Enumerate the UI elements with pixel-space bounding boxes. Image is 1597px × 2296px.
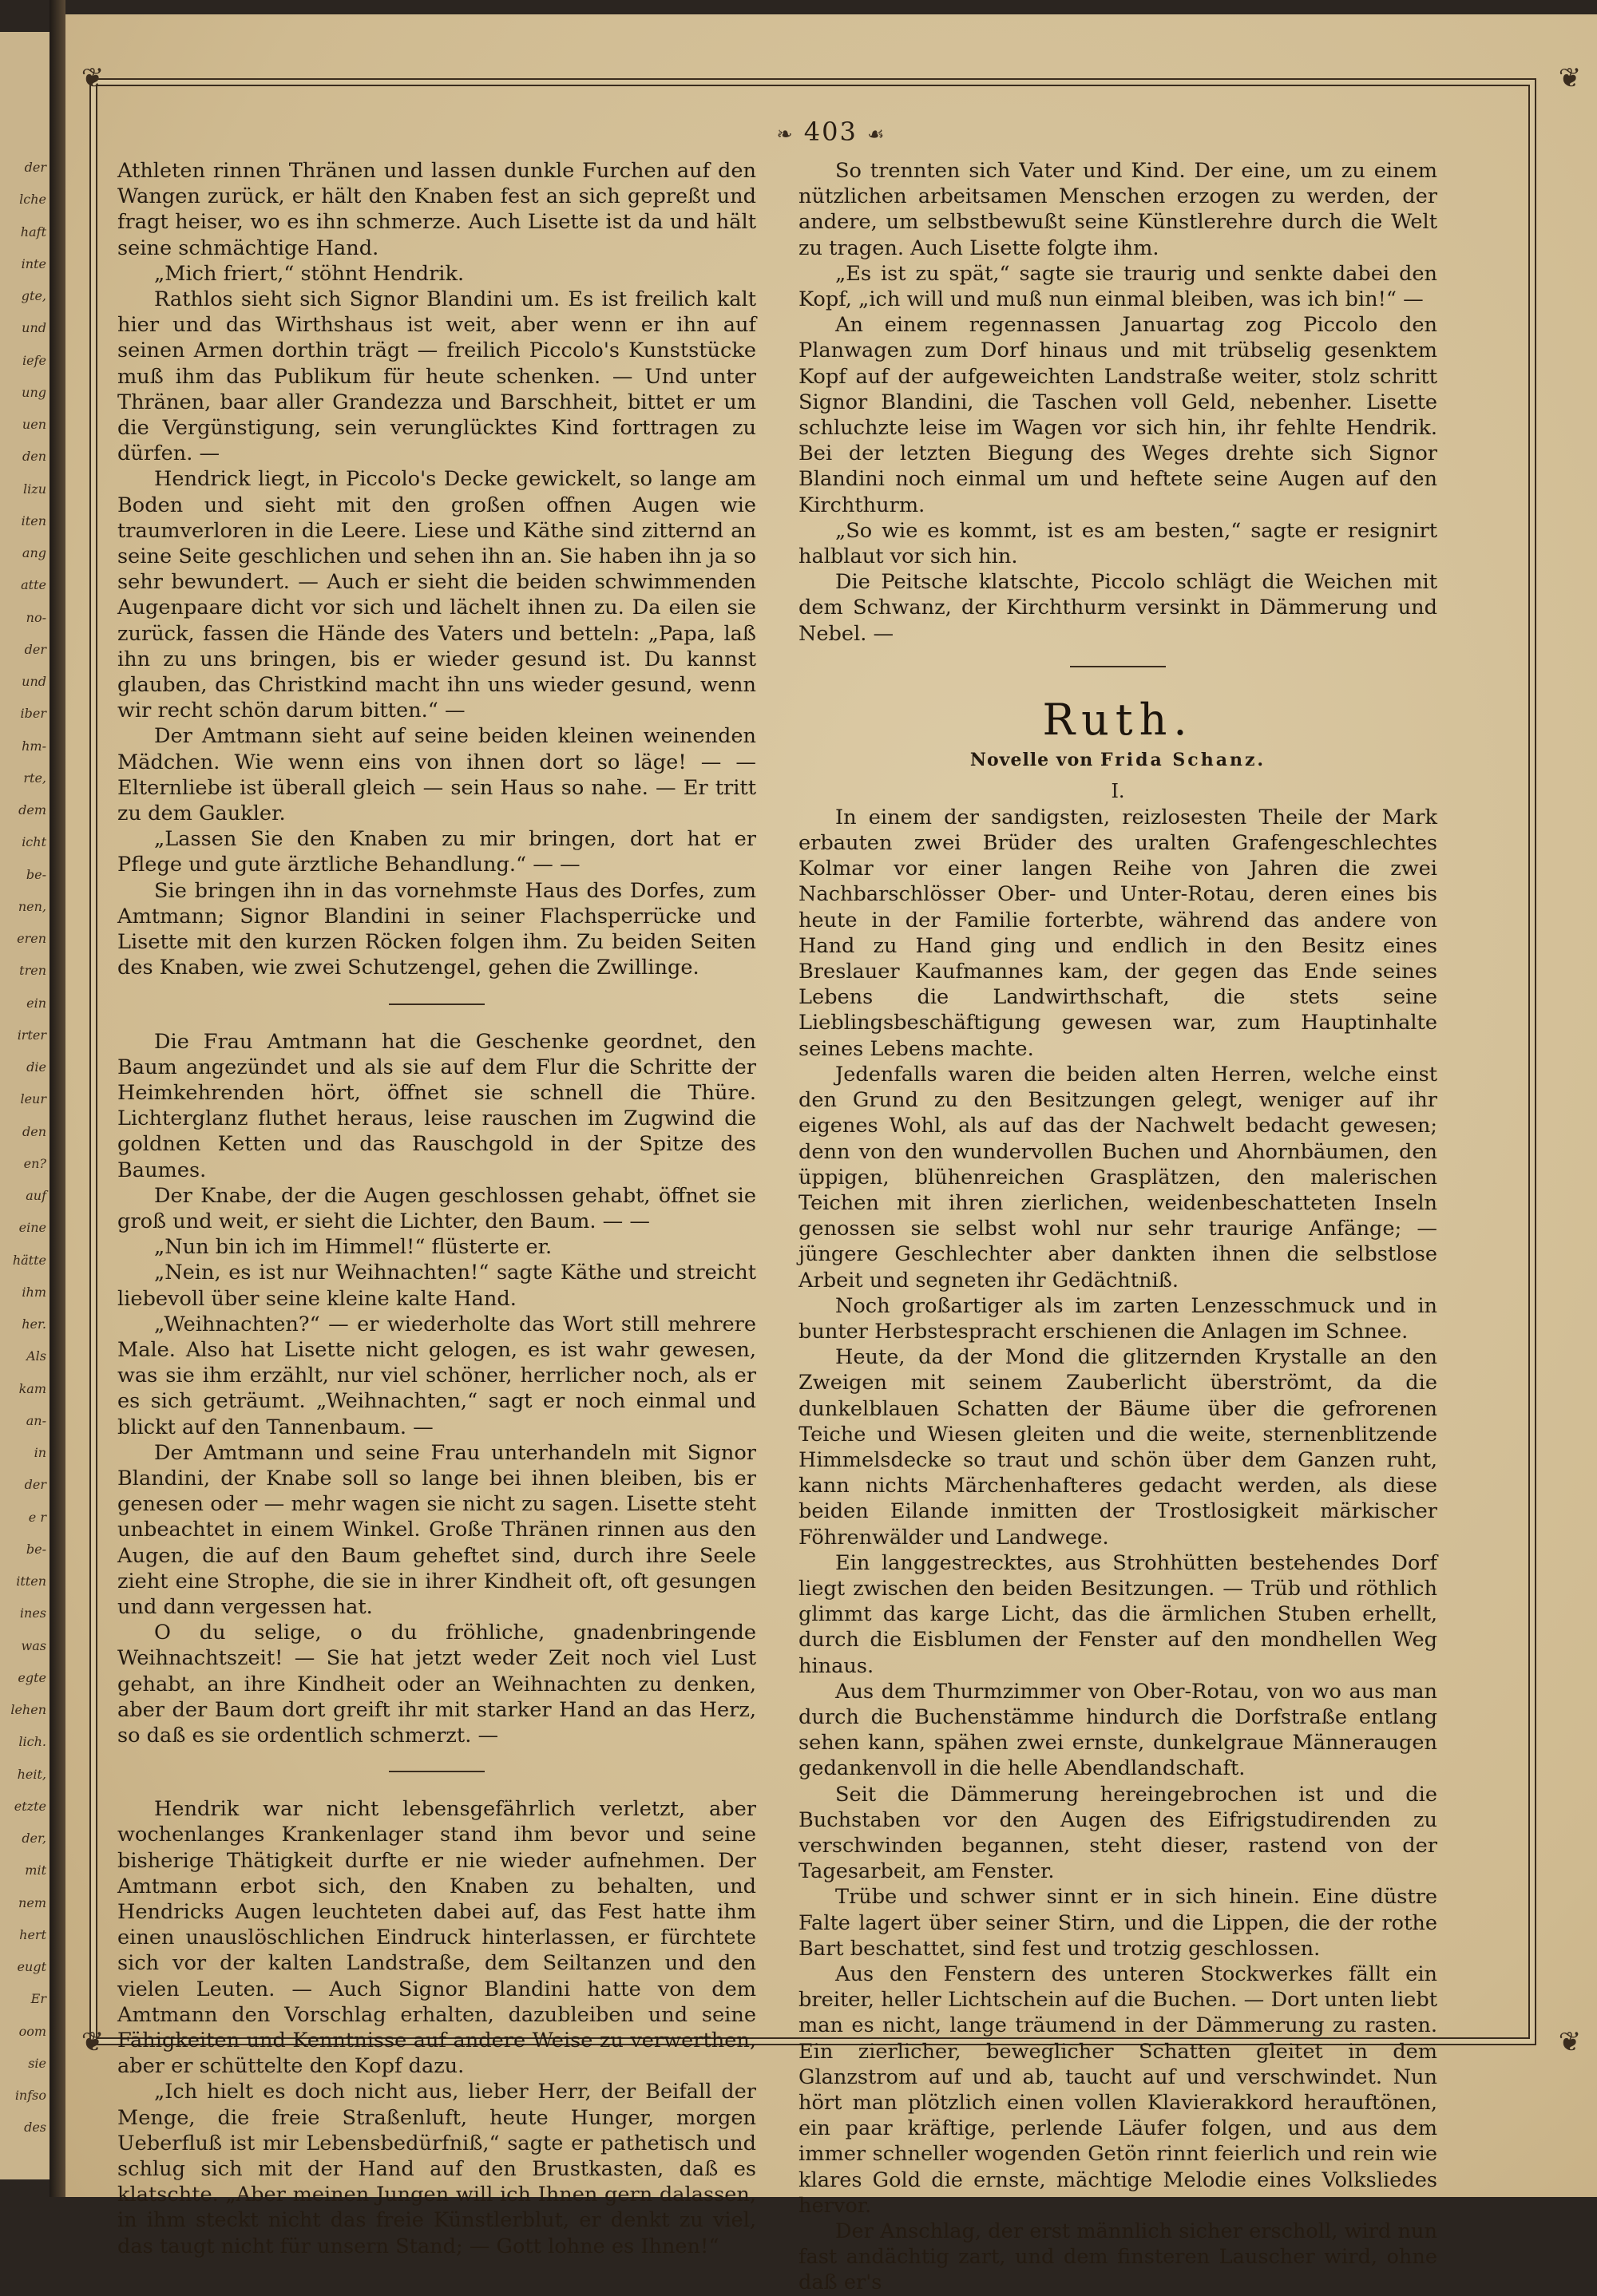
paragraph: Rathlos sieht sich Signor Blandini um. Es ist freilich kalt hier und das Wirthshaus ist weit, aber wenn er ihn auf seinen Armen dorthin trägt — freilich Piccolo's Kunststücke muß ihm das Publikum für heute schenken. — Und unter Thränen, baar aller Grandezza und Barschheit, bittet er um die Vergünstigung, sein verunglücktes Kind forttragen zu dürfen. —: [117, 287, 756, 466]
corner-ornament-icon: ❦: [81, 2026, 105, 2058]
prev-page-fragment: der,: [22, 1831, 46, 1846]
prev-page-fragment: Als: [26, 1348, 46, 1364]
story-subtitle: [798, 749, 1437, 771]
paragraph: „Mich friert,“ stöhnt Hendrik.: [154, 261, 465, 286]
paragraph: „Nun bin ich im Himmel!“ flüsterte er.: [154, 1235, 553, 1260]
prev-page-fragment: kam: [18, 1380, 46, 1396]
section-christmas: [117, 1029, 756, 1749]
left-column: [117, 158, 756, 2259]
prev-page-fragment: irter: [17, 1027, 46, 1043]
prev-page-fragment: lizu: [23, 481, 46, 497]
prev-page-fragment: ines: [19, 1605, 46, 1621]
paragraph: Aus den Fenstern des unteren Stockwerkes fällt ein breiter, heller Lichtschein auf die Buchen. — Dort unten liebt man es nicht, lange träumend in der Dämmerung zu rasten. Ein zierlicher, beweglicher Schatten gleitet in dem Glanzstrom auf und ab, taucht auf und verschwindet. Nun hört man plötzlich einen vollen Klavierakkord herauftönen, ein paar kräftige, perlende Läufer folgen, und aus dem immer schneller wogenden Getön rinnt feierlich und rein wie klares Gold die ernste, mächtige Melodie eines Volksliedes hervor.: [798, 1962, 1437, 2218]
paragraph: Der Anschlag, der erst männlich sicher erscholl, wird nun fast andächtig zart, und dem finsteren Lauscher wird, ohne daß er's: [798, 2219, 1437, 2295]
prev-page-fragment: rte,: [23, 770, 46, 786]
paragraph: Seit die Dämmerung hereingebrochen ist und die Buchstaben vor den Augen des Eifrigstudirenden zu verschwinden begannen, steht dieser, rastend von der Tagesarbeit, am Fenster.: [798, 1782, 1437, 1884]
previous-page-edge: [0, 32, 52, 2179]
newspaper-page: [65, 14, 1597, 2295]
paragraph: Athleten rinnen Thränen und lassen dunkle Furchen auf den Wangen zurück, er hält den Knaben fest an sich gepreßt und fragt heiser, wo es ihn schmerze. Auch Lisette ist da und hält seine schmächtige Hand.: [117, 159, 756, 260]
paragraph: „Nein, es ist nur Weihnachten!“ sagte Käthe und streicht liebevoll über seine kleine kalte Hand.: [117, 1261, 756, 1311]
paragraph: „Ich hielt es doch nicht aus, lieber Herr, der Beifall der Menge, die freie Straßenluft, heute Hunger, morgen Ueberfluß ist mir Lebensbedürfniß,“ sagte er pathetisch und schlug sich mit der Hand auf den Brustkasten, daß es klatschte. „Aber meinen Jungen will ich Ihnen gern dalassen, in ihm steckt nicht das freie Künstlerblut, er denkt zu viel, das taugt nicht für unsern Stand; — Gott lohne es Ihnen!“: [117, 2080, 756, 2258]
prev-page-fragment: mit: [25, 1863, 46, 1878]
paragraph: Aus dem Thurmzimmer von Ober-Rotau, von wo aus man durch die Buchenstämme hindurch die Dorfstraße entlang sehen kann, spähen zwei ernste, dunkelgraue Männeraugen gedankenvoll in die helle Abendlandschaft.: [798, 1679, 1437, 1781]
prev-page-fragment: ein: [26, 995, 46, 1011]
story-body: [798, 805, 1437, 2296]
prev-page-fragment: nem: [18, 1894, 46, 1910]
prev-page-fragment: infso: [14, 2088, 46, 2103]
prev-page-fragment: hm-: [22, 738, 46, 754]
prev-page-fragment: eren: [17, 931, 46, 946]
flourish-right-icon: ☙: [867, 123, 886, 145]
prev-page-fragment: auf: [26, 1188, 46, 1203]
prev-page-fragment: icht: [22, 834, 46, 850]
paragraph: Jedenfalls waren die beiden alten Herren, welche einst den Grund zu den Besitzungen gelegt, weniger auf ihr eigenes Wohl, als auf das der Nachwelt bedacht gewesen; denn von den wundervollen Buchen und Ahornbäumen, den üppigen, blühenreichen Grasplätzen, den malerischen Teichen mit ihren zierlichen, weidenbeschatteten Inseln genossen sie selbst wohl nur sehr traurige Anfänge; — jüngere Geschlechter aber dankten ihnen die selbstlose Arbeit und segneten ihr Gedächtniß.: [798, 1062, 1437, 1292]
prev-page-fragment: oom: [18, 2023, 46, 2039]
section-divider: [389, 1004, 485, 1005]
corner-ornament-icon: ❦: [1558, 62, 1582, 94]
paragraph: Heute, da der Mond die glitzernden Krystalle an den Zweigen mit seinem Zauberlicht überströmt, da die dunkelblauen Schatten der Bäume über die gefrorenen Teiche und Wiesen gleiten und die weite, sternenblitzende Himmelsdecke so traut und schön über dem Ganzen ruht, kann nichts Märchenhafteres gedacht werden, als diese beiden Eilande inmitten der Trostlosigkeit märkischer Föhrenwälder und Landwege.: [798, 1345, 1437, 1550]
prev-page-fragment: ung: [22, 384, 46, 400]
prev-page-fragment: be-: [26, 866, 46, 882]
prev-page-fragment: ihm: [22, 1284, 46, 1300]
prev-page-fragment: itten: [16, 1574, 46, 1589]
prev-page-fragment: leur: [20, 1091, 46, 1107]
prev-page-fragment: hätte: [12, 1252, 46, 1268]
prev-page-fragment: sie: [28, 2055, 46, 2071]
prev-page-fragment: en?: [23, 1155, 46, 1171]
prev-page-fragment: inte: [21, 255, 46, 271]
prev-page-fragment: be-: [26, 1541, 46, 1557]
page-number-header: [65, 117, 1597, 147]
paragraph: An einem regennassen Januartag zog Piccolo den Planwagen zum Dorf hinaus und mit trübselig gesenktem Kopf auf der aufgeweichten Landstraße weiter, stolz schritt Signor Blandini, die Taschen voll Geld, nebenher. Lisette schluchzte leise im Wagen vor sich hin, ihr fehlte Hendrik. Bei der letzten Biegung des Weges drehte sich Signor Blandini noch einmal um und heftete seine Augen auf den Kirchthurm.: [798, 313, 1437, 517]
prev-page-fragment: nen,: [18, 898, 46, 914]
paragraph: Hendrik war nicht lebensgefährlich verletzt, aber wochenlanges Krankenlager stand ihm bevor und seine bisherige Thätigkeit durfte er nie wieder aufnehmen. Der Amtmann erbot sich, den Knaben zu behalten, und Hendricks Augen leuchteten dabei auf, das Fest hatte ihm einen unauslöschlichen Eindruck hinterlassen, er fürchtete sich vor der kalten Landstraße, dem Seiltanzen und den vielen Leuten. — Auch Signor Blandini hatte von dem Amtmann den Vorschlag erhalten, dazubleiben und seine Fähigkeiten und Kenntnisse auf andere Weise zu verwerthen, aber er schüttelte den Kopf dazu.: [117, 1797, 756, 2079]
section-farewell: [117, 1796, 756, 2259]
paragraph: Die Frau Amtmann hat die Geschenke geordnet, den Baum angezündet und als sie auf dem Flur die Schritte der Heimkehrenden hört, öffnet sie schnell die Thüre. Lichterglanz fluthet heraus, leise rauschen im Zugwind die goldnen Ketten und das Rauschgold in der Spitze des Baumes.: [117, 1029, 756, 1182]
prev-page-fragment: iten: [21, 513, 46, 528]
paragraph: Ein langgestrecktes, aus Strohhütten bestehendes Dorf liegt zwischen den beiden Besitzungen. — Trüb und röthlich glimmt das karge Licht, das die ärmlichen Stuben erhellt, durch die Eisblumen der Fenster auf den mondhellen Weg hinaus.: [798, 1550, 1437, 1678]
prev-page-fragment: den: [22, 449, 46, 465]
prev-page-fragment: eugt: [17, 1959, 46, 1974]
subtitle-label: Novelle von: [969, 749, 1094, 770]
prev-page-fragment: no-: [26, 609, 46, 625]
chapter-number: I.: [1111, 779, 1125, 802]
prev-page-fragment: ang: [22, 545, 46, 560]
paragraph: In einem der sandigsten, reizlosesten Theile der Mark erbauten zwei Brüder des uralten Grafengeschlechtes Kolmar vor einer langen Reihe von Jahren die zwei Nachbarschlösser Ober- und Unter-Rotau, deren eines bis heute in der Familie forterbte, während das andere von Hand zu Hand ging und endlich in den Besitz eines Breslauer Kaufmannes kam, der gegen das Ende seines Lebens die Landwirthschaft, die stets seine Lieblingsbeschäftigung gewesen war, zum Hauptinhalte seines Lebens machte.: [798, 805, 1437, 1061]
paragraph: Der Amtmann sieht auf seine beiden kleinen weinenden Mädchen. Wie wenn eins von ihnen dort so läge! — — Elternliebe ist überall gleich — sein Haus so nahe. — Er tritt zu dem Gaukler.: [117, 724, 756, 826]
prev-page-fragment: haft: [20, 224, 46, 239]
prev-page-fragment: der: [24, 1477, 46, 1493]
paragraph: Hendrick liegt, in Piccolo's Decke gewickelt, so lange am Boden und sieht mit den großen offnen Augen wie traumverloren in die Leere. Liese und Käthe sind zitternd an seine Seite geschlichen und sehen ihn an. Sie haben ihn ja so sehr bewundert. — Auch er sieht die beiden schwimmenden Augenpaare dicht vor sich und lächelt ihnen zu. Da eilen sie zurück, fassen die Hände des Vaters und betteln: „Papa, laß ihn zu uns bringen, bis er wieder gesund ist. Du kannst glauben, das Christkind macht ihn uns wieder gesund, wenn wir recht schön darum bitten.“ —: [117, 467, 756, 723]
prev-page-fragment: hert: [19, 1926, 46, 1942]
paragraph: Sie bringen ihn in das vornehmste Haus des Dorfes, zum Amtmann; Signor Blandini in seiner Flachsperrücke und Lisette mit den kurzen Röcken folgen ihm. Zu beiden Seiten des Knaben, wie zwei Schutzengel, gehen die Zwillinge.: [117, 878, 756, 980]
prev-page-fragment: Er: [30, 1991, 46, 2007]
paragraph: „So wie es kommt, ist es am besten,“ sagte er resignirt halblaut vor sich hin.: [798, 518, 1437, 569]
paragraph: Der Amtmann und seine Frau unterhandeln mit Signor Blandini, der Knabe soll so lange bei ihnen bleiben, bis er genesen oder — mehr wagen sie nicht zu sagen. Lisette steht unbeachtet in einem Winkel. Große Thränen rinnen aus den Augen, die auf den Baum geheftet sind, durch ihre Seele zieht eine Strophe, die sie in ihrer Kindheit oft, oft gesungen und dann vergessen hat.: [117, 1440, 756, 1619]
prev-page-fragment: lehen: [10, 1702, 46, 1717]
story-ending: [798, 158, 1437, 647]
corner-ornament-icon: ❦: [1558, 2026, 1582, 2058]
prev-page-fragment: in: [34, 1445, 46, 1460]
prev-page-fragment: tren: [19, 963, 46, 979]
paragraph: „Lassen Sie den Knaben zu mir bringen, dort hat er Pflege und gute ärztliche Behandlung.“ — —: [117, 827, 756, 877]
prev-page-fragment: atte: [21, 577, 46, 593]
corner-ornament-icon: ❦: [81, 62, 105, 94]
story-continuation: [117, 158, 756, 981]
paragraph: Trübe und schwer sinnt er in sich hinein. Eine düstre Falte lagert über seiner Stirn, und die Lippen, die der rothe Bart beschattet, sind fest und trotzig geschlossen.: [798, 1885, 1437, 1961]
prev-page-fragment: e r: [28, 1509, 46, 1525]
prev-page-fragment: etzte: [14, 1798, 46, 1814]
paragraph: „Es ist zu spät,“ sagte sie traurig und senkte dabei den Kopf, „ich will und muß nun einmal bleiben, was ich bin!“ —: [798, 261, 1437, 312]
right-column: [798, 158, 1437, 2296]
page-number: 403: [803, 117, 858, 147]
prev-page-fragment: die: [26, 1059, 46, 1075]
prev-page-fragment: uen: [22, 417, 46, 432]
prev-page-fragment: der: [24, 641, 46, 657]
prev-page-fragment: eine: [18, 1220, 46, 1236]
prev-page-fragment: gte,: [21, 288, 46, 303]
paragraph: Der Knabe, der die Augen geschlossen gehabt, öffnet sie groß und weit, er sieht die Lichter, den Baum. — —: [117, 1183, 756, 1233]
prev-page-fragment: heit,: [17, 1766, 46, 1782]
author-name: Frida Schanz.: [1100, 749, 1266, 770]
prev-page-fragment: dem: [18, 802, 46, 817]
section-divider: [1070, 666, 1166, 667]
prev-page-fragment: der: [24, 160, 46, 175]
section-divider: [389, 1771, 485, 1772]
prev-page-fragment: iber: [20, 706, 46, 722]
book-gutter: [50, 0, 65, 2197]
flourish-left-icon: ❧: [776, 123, 795, 145]
prev-page-fragment: den: [22, 1123, 46, 1139]
prev-page-fragment: her.: [22, 1316, 46, 1332]
prev-page-fragment: und: [22, 674, 46, 689]
prev-page-fragment: des: [24, 2120, 46, 2136]
paragraph: Noch großartiger als im zarten Lenzesschmuck und in bunter Herbstespracht erschienen die Anlagen im Schnee.: [798, 1293, 1437, 1344]
prev-page-fragment: lich.: [18, 1734, 46, 1750]
prev-page-fragment: lche: [19, 192, 46, 208]
prev-page-fragment: iefe: [22, 352, 46, 368]
prev-page-fragment: und: [22, 320, 46, 336]
prev-page-fragment: an-: [26, 1412, 46, 1428]
prev-page-fragment: was: [21, 1637, 46, 1653]
paragraph: O du selige, o du fröhliche, gnadenbringende Weihnachtszeit! — Sie hat jetzt weder Zeit noch viel Lust gehabt, an ihre Kindheit oder an Weihnachten zu denken, aber der Baum dort greift ihr mit starker Hand an das Herz, so daß es sie ordentlich schmerzt. —: [117, 1621, 756, 1748]
paragraph: Die Peitsche klatschte, Piccolo schlägt die Weichen mit dem Schwanz, der Kirchthurm versinkt in Dämmerung und Nebel. —: [798, 570, 1437, 646]
prev-page-fragment: egte: [18, 1669, 46, 1685]
paragraph: „Weihnachten?“ — er wiederholte das Wort still mehrere Male. Also hat Lisette nicht gelogen, es ist wahr gewesen, was sie ihm erzählt, nur viel schöner, herrlicher noch, als er es sich geträumt. „Weihnachten,“ sagt er noch einmal und blickt auf den Tannenbaum. —: [117, 1312, 756, 1439]
paragraph: So trennten sich Vater und Kind. Der eine, um zu einem nützlichen arbeitsamen Menschen erzogen zu werden, der andere, um selbstbewußt seine Künstlerehre durch die Welt zu tragen. Auch Lisette folgte ihm.: [798, 159, 1437, 260]
story-title: Ruth.: [1042, 694, 1194, 745]
